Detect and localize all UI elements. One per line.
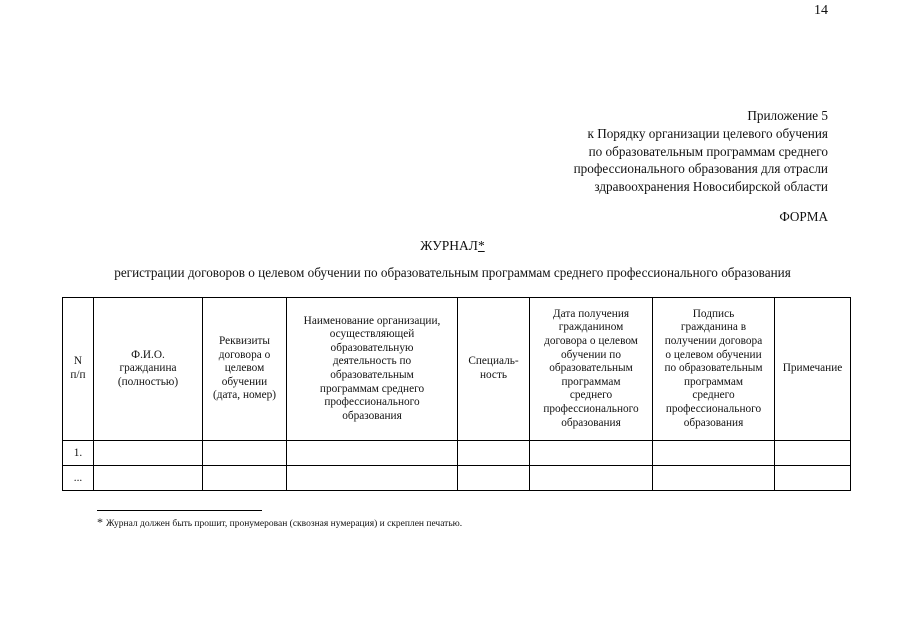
table-cell: 1. <box>63 441 94 466</box>
journal-table <box>62 297 851 491</box>
annex-line: Приложение 5 <box>747 108 828 123</box>
document-title <box>0 238 905 254</box>
footnote-mark: * <box>97 515 103 529</box>
header-contract-details: Реквизиты договора о целевом обучении (дата, номер) <box>203 298 287 441</box>
table-header-row <box>63 298 851 441</box>
header-receipt-date: Дата получения гражданином договора о целевом обучении по образовательным программам среднего профессионального образования <box>530 298 653 441</box>
footnote-text: Журнал должен быть прошит, пронумерован (сквозная нумерация) и скреплен печатью. <box>106 519 463 529</box>
header-number: N п/п <box>63 298 94 441</box>
title-text: ЖУРНАЛ <box>420 238 478 253</box>
footnote <box>97 515 462 530</box>
table-cell <box>653 466 775 491</box>
table-cell <box>203 441 287 466</box>
header-full-name: Ф.И.О. гражданина (полностью) <box>94 298 203 441</box>
table-cell: ... <box>63 466 94 491</box>
annex-line: по образовательным программам среднего <box>588 143 828 159</box>
header-signature: Подпись гражданина в получении договора о целевом обучении по образовательным программам среднего профессионального образования <box>653 298 775 441</box>
header-organization: Наименование организации, осуществляющей образовательную деятельность по образовательным программам среднего профессионального образования <box>287 298 458 441</box>
table-cell <box>94 441 203 466</box>
table-cell <box>94 466 203 491</box>
table-row <box>63 441 851 466</box>
table-cell <box>458 441 530 466</box>
table-cell <box>653 441 775 466</box>
table-cell <box>203 466 287 491</box>
table-cell <box>775 441 851 466</box>
table-cell <box>458 466 530 491</box>
table-cell <box>287 441 458 466</box>
title-footnote-link[interactable]: * <box>477 238 485 253</box>
page-number: 14 <box>814 3 828 18</box>
footnote-rule <box>97 510 262 511</box>
annex-line: здравоохранения Новосибирской области <box>594 179 828 195</box>
table-cell <box>530 441 653 466</box>
table-cell <box>287 466 458 491</box>
annex-line: к Порядку организации целевого обучения <box>587 125 828 141</box>
header-note: Примечание <box>775 298 851 441</box>
document-subtitle: регистрации договоров о целевом обучении по образовательным программам среднего профессионального образования <box>114 265 791 280</box>
table-cell <box>775 466 851 491</box>
annex-line: профессионального образования для отрасли <box>573 161 828 177</box>
annex-header <box>574 107 828 196</box>
form-label: ФОРМА <box>779 209 828 224</box>
table-row <box>63 466 851 491</box>
table-cell <box>530 466 653 491</box>
header-specialty: Специаль- ность <box>458 298 530 441</box>
